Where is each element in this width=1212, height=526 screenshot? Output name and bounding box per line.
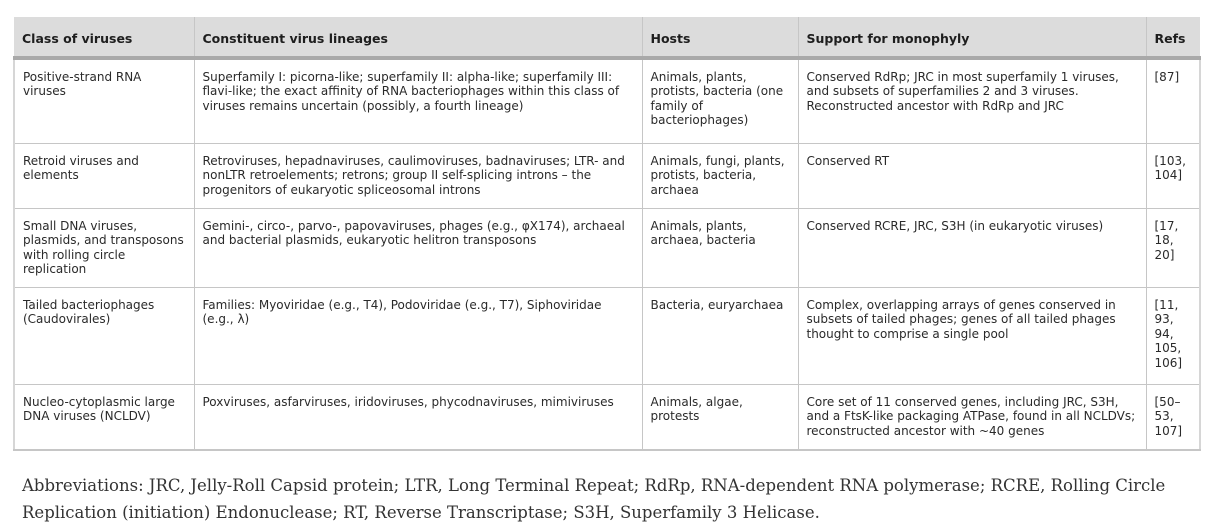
table-row [14,208,1200,287]
cell-lineages: Gemini-, circo-, parvo-, papovaviruses, phages (e.g., φX174), archaeal and bacterial plasmids, eukaryotic helitron transposons [194,208,642,287]
cell-support: Complex, overlapping arrays of genes conserved in subsets of tailed phages; genes of all tailed phages thought to comprise a single pool [798,287,1146,384]
cell-lineages: Families: Myoviridae (e.g., T4), Podoviridae (e.g., T7), Siphoviridae (e.g., λ) [194,287,642,384]
cell-lineages: Poxviruses, asfarviruses, iridoviruses, phycodnaviruses, mimiviruses [194,384,642,450]
table-row [14,384,1200,450]
cell-hosts: Animals, plants, archaea, bacteria [642,208,798,287]
cell-class: Small DNA viruses, plasmids, and transposons with rolling circle replication [14,208,194,287]
cell-lineages: Superfamily I: picorna-like; superfamily II: alpha-like; superfamily III: flavi-like; the exact affinity of RNA bacteriophages within this class of viruses remains uncertain (possibly, a fourth lineage) [194,58,642,144]
cell-class: Positive-strand RNA viruses [14,58,194,144]
cell-hosts: Bacteria, euryarchaea [642,287,798,384]
header-hosts: Hosts [642,17,798,58]
table-body [14,58,1200,450]
cell-hosts: Animals, fungi, plants, protists, bacteria, archaea [642,143,798,208]
header-lineages: Constituent virus lineages [194,17,642,58]
table-header [14,17,1200,58]
cell-refs: [17, 18, 20] [1146,208,1200,287]
cell-hosts: Animals, plants, protists, bacteria (one family of bacteriophages) [642,58,798,144]
cell-refs: [11, 93, 94, 105, 106] [1146,287,1200,384]
table-row [14,143,1200,208]
cell-refs: [87] [1146,58,1200,144]
table-row [14,287,1200,384]
table-row [14,58,1200,144]
cell-class: Retroid viruses and elements [14,143,194,208]
header-row [14,17,1200,58]
cell-support: Conserved RCRE, JRC, S3H (in eukaryotic viruses) [798,208,1146,287]
cell-support: Core set of 11 conserved genes, including JRC, S3H, and a FtsK-like packaging ATPase, found in all NCLDVs; reconstructed ancestor with ~40 genes [798,384,1146,450]
header-refs: Refs [1146,17,1200,58]
virus-classes-table [13,17,1201,451]
cell-support: Conserved RT [798,143,1146,208]
cell-class: Nucleo-cytoplasmic large DNA viruses (NCLDV) [14,384,194,450]
cell-hosts: Animals, algae, protests [642,384,798,450]
header-class: Class of viruses [14,17,194,58]
cell-lineages: Retroviruses, hepadnaviruses, caulimoviruses, badnaviruses; LTR- and nonLTR retroelements; retrons; group II self-splicing introns – the progenitors of eukaryotic spliceosomal introns [194,143,642,208]
header-support: Support for monophyly [798,17,1146,58]
cell-class: Tailed bacteriophages (Caudovirales) [14,287,194,384]
abbreviations-footnote: Abbreviations: JRC, Jelly-Roll Capsid protein; LTR, Long Terminal Repeat; RdRp, RNA-dependent RNA polymerase; RCRE, Rolling Circle Replication (initiation) Endonuclease; RT, Reverse Transcriptase; S3H, Superfamily 3 Helicase. [22,475,1166,522]
cell-refs: [103, 104] [1146,143,1200,208]
virus-classes-table-container [13,17,1199,451]
cell-support: Conserved RdRp; JRC in most superfamily 1 viruses, and subsets of superfamilies 2 and 3 viruses. Reconstructed ancestor with RdRp and JRC [798,58,1146,144]
cell-refs: [50–53, 107] [1146,384,1200,450]
